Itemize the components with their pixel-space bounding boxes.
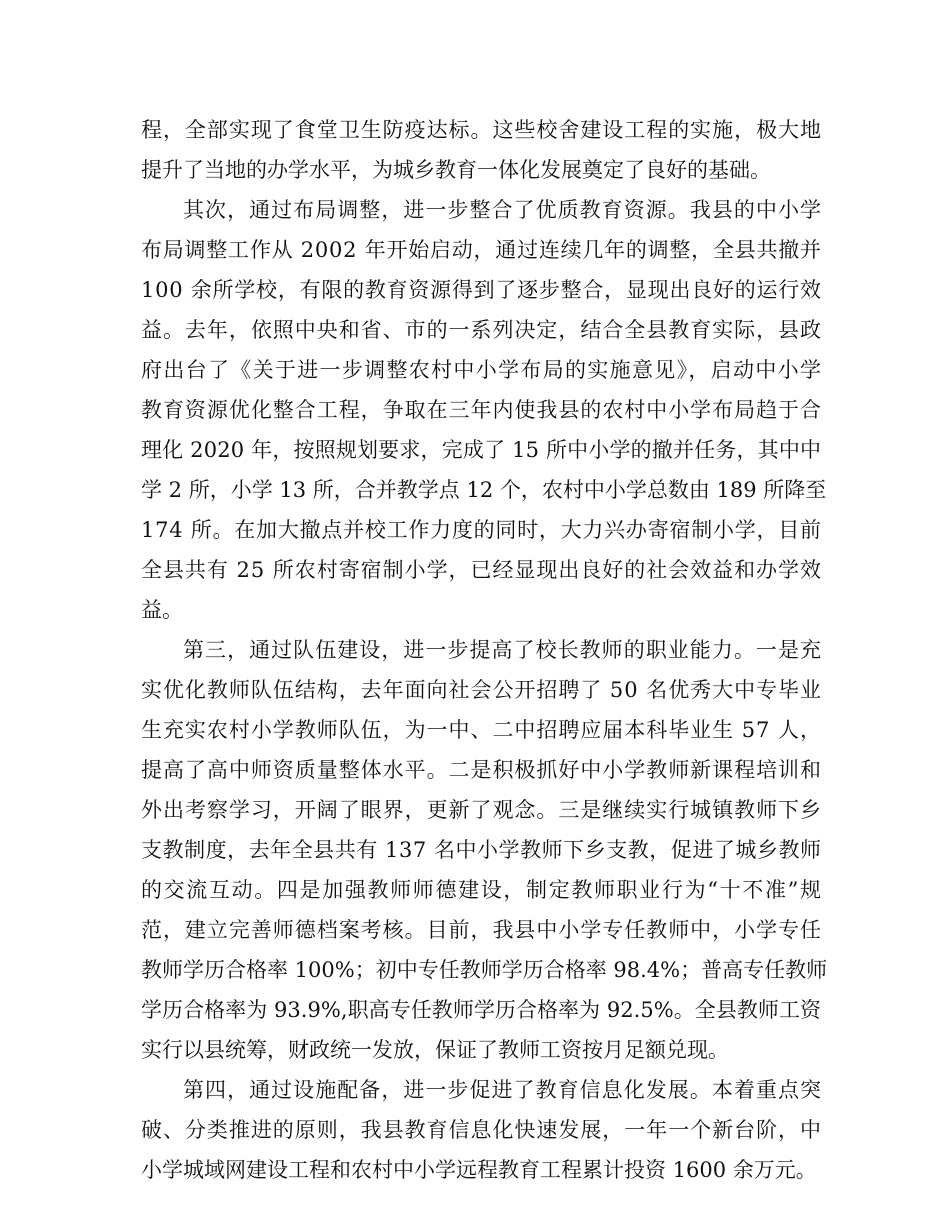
- text-line: 学历合格率为 93.9%,职高专任教师学历合格率为 92.5%。全县教师工资: [141, 998, 822, 1022]
- text-line: 提升了当地的办学水平，为城乡教育一体化发展奠定了良好的基础。: [141, 158, 771, 182]
- text-line: 小学城域网建设工程和农村中小学远程教育工程累计投资 1600 余万元。: [141, 1158, 817, 1182]
- body-text: [141, 110, 828, 1190]
- text-line: 100 余所学校，有限的教育资源得到了逐步整合，显现出良好的运行效: [141, 278, 822, 302]
- text-line: 理化 2020 年，按照规划要求，完成了 15 所中小学的撤并任务，其中中: [141, 438, 822, 462]
- text-line: 提高了高中师资质量整体水平。二是积极抓好中小学教师新课程培训和: [141, 758, 822, 782]
- text-line: 生充实农村小学教师队伍，为一中、二中招聘应届本科毕业生 57 人，: [141, 718, 822, 742]
- text-line: 的交流互动。四是加强教师师德建设，制定教师职业行为“十不准”规: [141, 878, 823, 902]
- text-line: 实行以县统筹，财政统一发放，保证了教师工资按月足额兑现。: [141, 1038, 729, 1062]
- text-line: 教育资源优化整合工程，争取在三年内使我县的农村中小学布局趋于合: [141, 398, 822, 422]
- paragraph-first-line: 其次，通过布局调整，进一步整合了优质教育资源。我县的中小学: [183, 198, 823, 222]
- text-line: 外出考察学习，开阔了眼界，更新了观念。三是继续实行城镇教师下乡: [141, 798, 822, 822]
- paragraph-first-line: 第三，通过队伍建设，进一步提高了校长教师的职业能力。一是充: [183, 638, 823, 662]
- text-line: 全县共有 25 所农村寄宿制小学，已经显现出良好的社会效益和办学效: [141, 558, 822, 582]
- text-line: 府出台了《关于进一步调整农村中小学布局的实施意见》，启动中小学: [141, 358, 823, 382]
- text-line: 174 所。在加大撤点并校工作力度的同时，大力兴办寄宿制小学，目前: [141, 518, 822, 542]
- text-line: 学 2 所，小学 13 所，合并教学点 12 个，农村中小学总数由 189 所降至: [141, 478, 827, 502]
- text-line: 教师学历合格率 100%；初中专任教师学历合格率 98.4%；普高专任教师: [141, 958, 828, 982]
- text-line: 程，全部实现了食堂卫生防疫达标。这些校舍建设工程的实施，极大地: [141, 118, 822, 142]
- text-line: 破、分类推进的原则，我县教育信息化快速发展，一年一个新台阶，中: [141, 1118, 822, 1142]
- text-line: 实优化教师队伍结构，去年面向社会公开招聘了 50 名优秀大中专毕业: [141, 678, 822, 702]
- text-line: 益。去年，依照中央和省、市的一系列决定，结合全县教育实际，县政: [141, 318, 822, 342]
- text-line: 支教制度，去年全县共有 137 名中小学教师下乡支教，促进了城乡教师: [141, 838, 822, 862]
- text-line: 布局调整工作从 2002 年开始启动，通过连续几年的调整，全县共撤并: [141, 238, 822, 262]
- text-line: 益。: [141, 598, 183, 622]
- paragraph-first-line: 第四，通过设施配备，进一步促进了教育信息化发展。本着重点突: [183, 1078, 823, 1102]
- text-line: 范，建立完善师德档案考核。目前，我县中小学专任教师中，小学专任: [141, 918, 822, 942]
